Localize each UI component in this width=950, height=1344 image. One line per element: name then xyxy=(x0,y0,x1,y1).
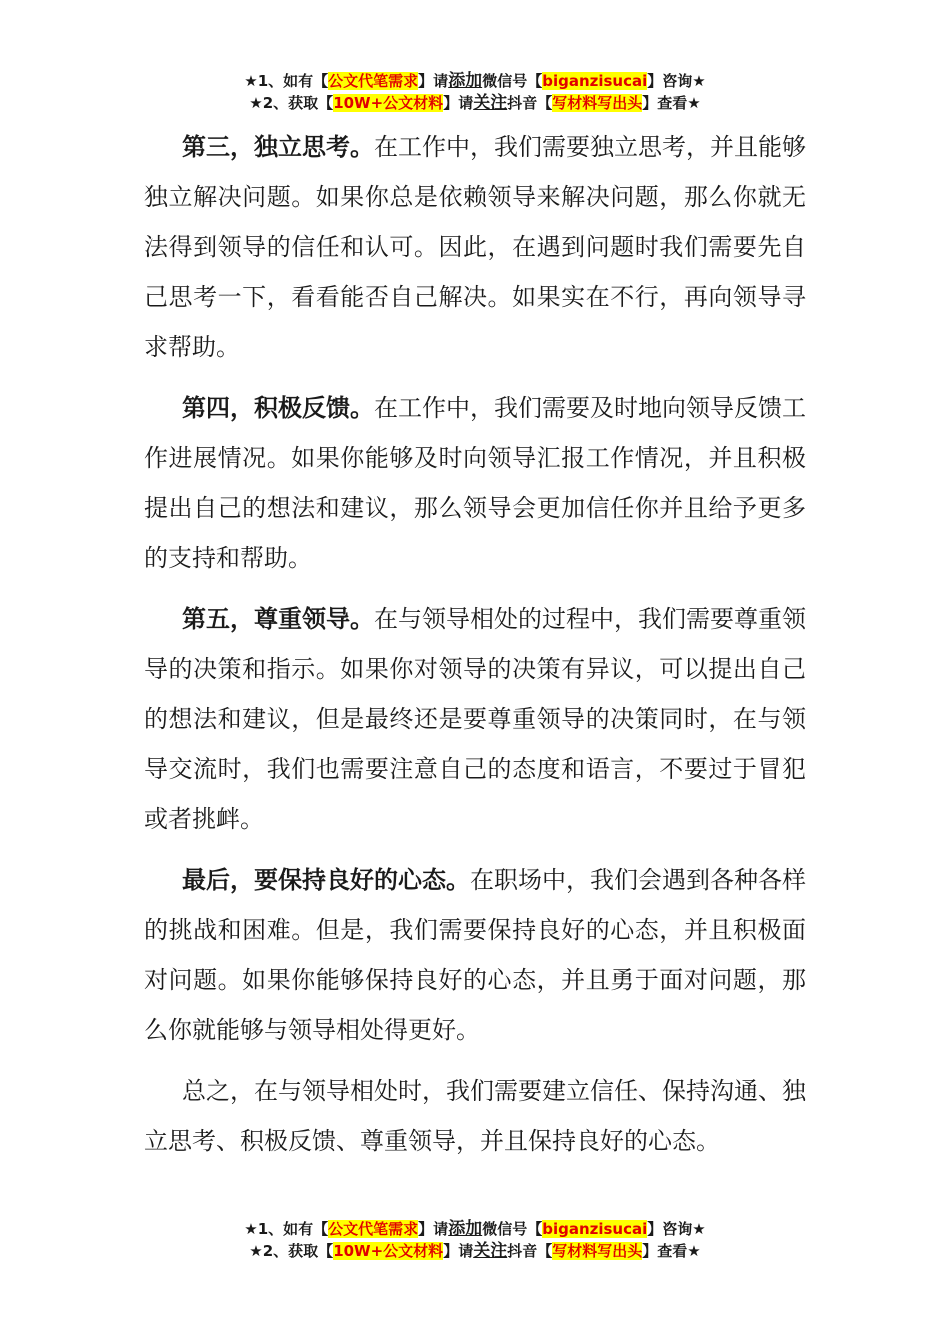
highlight-douyin-account: 写材料写出头 xyxy=(552,1242,643,1260)
star-icon: ★ xyxy=(249,1242,263,1260)
highlight-writing-service: 公文代笔需求 xyxy=(328,72,419,90)
highlight-wechat-id: biganzisucai xyxy=(542,72,648,90)
highlight-douyin-account: 写材料写出头 xyxy=(552,94,643,112)
star-icon: ★ xyxy=(244,1220,258,1238)
bottom-promo-banner xyxy=(0,1218,950,1262)
highlight-wechat-id: biganzisucai xyxy=(542,1220,648,1238)
paragraph-summary: 总之，在与领导相处时，我们需要建立信任、保持沟通、独立思考、积极反馈、尊重领导，并且保持良好的心态。 xyxy=(144,1077,806,1155)
promo-line-2: ★2、获取【10W+公文材料】请关注抖音【写材料写出头】查看★ xyxy=(249,93,701,113)
highlight-materials: 10W+公文材料 xyxy=(333,1242,444,1260)
paragraph-good-mindset: 最后，要保持良好的心态。在职场中，我们会遇到各种各样的挑战和困难。但是，我们需要保持良好的心态，并且积极面对问题。如果你能够保持良好的心态，并且勇于面对问题，那么你就能够与领导相处得更好。 xyxy=(144,866,806,1044)
paragraph-active-feedback: 第四，积极反馈。在工作中，我们需要及时地向领导反馈工作进展情况。如果你能够及时向领导汇报工作情况，并且积极提出自己的想法和建议，那么领导会更加信任你并且给予更多的支持和帮助。 xyxy=(144,394,806,572)
promo-line-2: ★2、获取【10W+公文材料】请关注抖音【写材料写出头】查看★ xyxy=(249,1241,701,1261)
star-icon: ★ xyxy=(249,94,263,112)
top-promo-banner xyxy=(0,70,950,114)
star-icon: ★ xyxy=(244,72,258,90)
paragraph-independent-thinking: 第三，独立思考。在工作中，我们需要独立思考，并且能够独立解决问题。如果你总是依赖领导来解决问题，那么你就无法得到领导的信任和认可。因此，在遇到问题时我们需要先自己思考一下，看看能否自己解决。如果实在不行，再向领导寻求帮助。 xyxy=(144,133,806,361)
promo-line-1: ★1、如有【公文代笔需求】请添加微信号【biganzisucai】咨询★ xyxy=(244,1219,706,1239)
highlight-materials: 10W+公文材料 xyxy=(333,94,444,112)
highlight-writing-service: 公文代笔需求 xyxy=(328,1220,419,1238)
document-body xyxy=(144,122,806,1177)
paragraph-respect-leader: 第五，尊重领导。在与领导相处的过程中，我们需要尊重领导的决策和指示。如果你对领导的决策有异议，可以提出自己的想法和建议，但是最终还是要尊重领导的决策同时，在与领导交流时，我们也需要注意自己的态度和语言，不要过于冒犯或者挑衅。 xyxy=(144,605,806,833)
promo-line-1: ★1、如有【公文代笔需求】请添加微信号【biganzisucai】咨询★ xyxy=(244,71,706,91)
